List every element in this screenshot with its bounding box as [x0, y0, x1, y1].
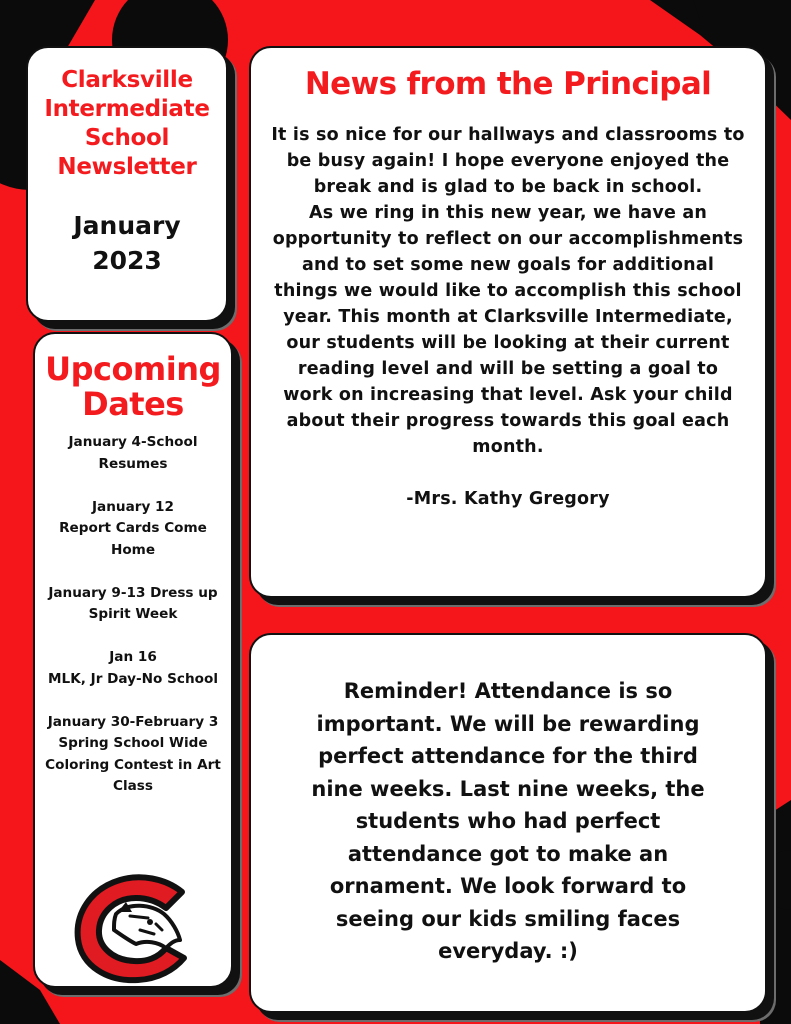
date-item: January 30-February 3 Spring School Wide Coloring Contest in Art Class — [45, 713, 221, 794]
issue-date: January 2023 — [73, 211, 181, 275]
cougar-c-logo-icon — [70, 874, 194, 984]
upcoming-dates-heading: Upcoming Dates — [45, 350, 221, 423]
newsletter-title-card — [26, 46, 228, 322]
upcoming-dates-list — [39, 432, 227, 819]
principal-paragraph: As we ring in this new year, we have an opportunity to reflect on our accomplishments and to set some new goals for additional things we would like to accomplish this school year. This month at Clarksville Intermediate, our students will be looking at their current reading level and will be setting a goal to work on increasing that level. Ask your child about their progress towards this goal each month. — [272, 203, 744, 457]
principal-paragraph: It is so nice for our hallways and classrooms to be busy again! I hope everyone enjoyed the break and is glad to be back in school. — [271, 125, 745, 197]
attendance-reminder-text: Reminder! Attendance is so important. We will be rewarding perfect attendance for the third nine weeks. Last nine weeks, the students who had perfect attendance got to make an ornament. We look forward to seeing our kids smiling faces everyday. :) — [311, 679, 705, 963]
date-item: Jan 16 MLK, Jr Day-No School — [48, 649, 218, 687]
date-item: January 4-School Resumes — [68, 434, 198, 472]
upcoming-dates-card — [33, 332, 233, 988]
attendance-reminder-card — [249, 633, 767, 1013]
date-item: January 9-13 Dress up Spirit Week — [48, 584, 218, 622]
date-item: January 12 Report Cards Come Home — [59, 498, 207, 558]
principal-news-heading: News from the Principal — [304, 66, 712, 102]
principal-signature: -Mrs. Kathy Gregory — [406, 489, 610, 509]
principal-news-body — [271, 122, 745, 512]
principal-news-card — [249, 46, 767, 598]
newsletter-title: Clarksville Intermediate School Newsletter — [44, 67, 210, 180]
